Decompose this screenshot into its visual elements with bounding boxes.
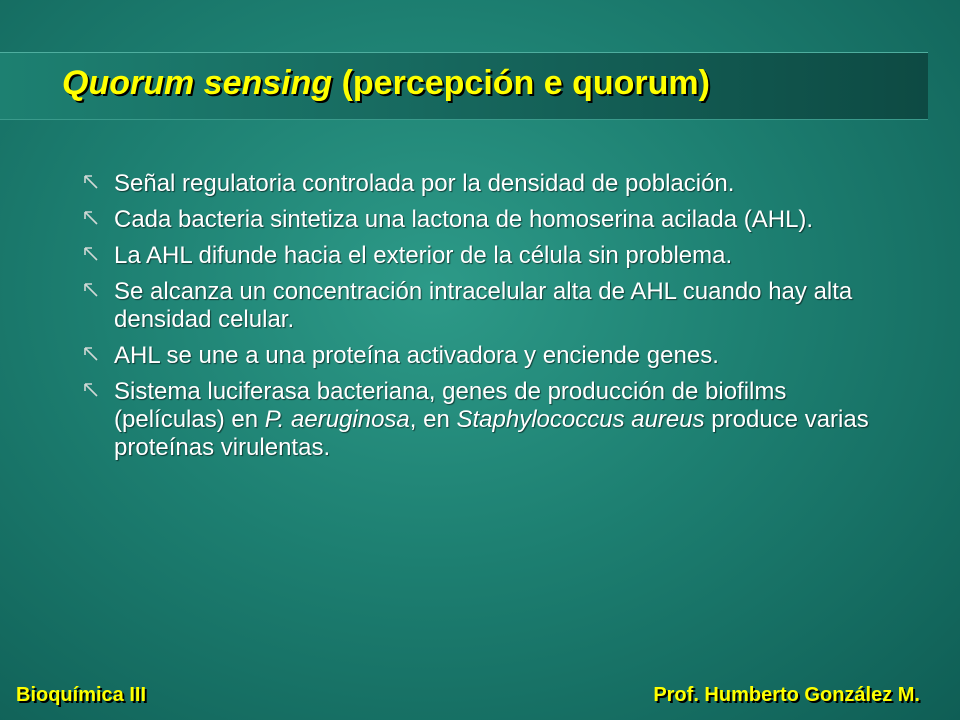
corner-arrow-icon [82,245,100,263]
corner-arrow-icon [82,381,100,399]
bullet-text-part: produce varias proteínas virulentas. [114,406,869,461]
bullet-text: Cada bacteria sintetiza una lactona de homoserina acilada (AHL). [114,206,814,233]
bullet-text: AHL se une a una proteína activadora y enciende genes. [114,342,719,369]
bullet-text-part: Sistema luciferasa bacteriana, genes de producción de biofilms (películas) en [114,378,787,433]
corner-arrow-icon [82,281,100,299]
bullet-text: Señal regulatoria controlada por la densidad de población. [114,170,735,197]
corner-arrow-icon [82,209,100,227]
bullet-text-part: , en [409,406,457,433]
title-italic-part: Quorum sensing [62,64,333,102]
bullet-item [80,378,880,462]
bullet-item [80,342,880,370]
footer-author: Prof. Humberto González M. [653,684,920,706]
bullet-item [80,278,880,334]
bullet-text: La AHL difunde hacia el exterior de la célula sin problema. [114,242,733,269]
bullet-list [80,170,880,470]
species-name: P. aeruginosa [264,406,410,433]
bullet-item [80,170,880,198]
species-name: Staphylococcus aureus [456,406,705,433]
bullet-item [80,242,880,270]
footer-course: Bioquímica III [16,684,147,706]
corner-arrow-icon [82,345,100,363]
bullet-text: Se alcanza un concentración intracelular alta de AHL cuando hay alta densidad celular. [114,278,853,333]
corner-arrow-icon [82,173,100,191]
title-rest: (percepción e quorum) [332,64,710,102]
bullet-item [80,206,880,234]
slide-title [62,61,710,105]
